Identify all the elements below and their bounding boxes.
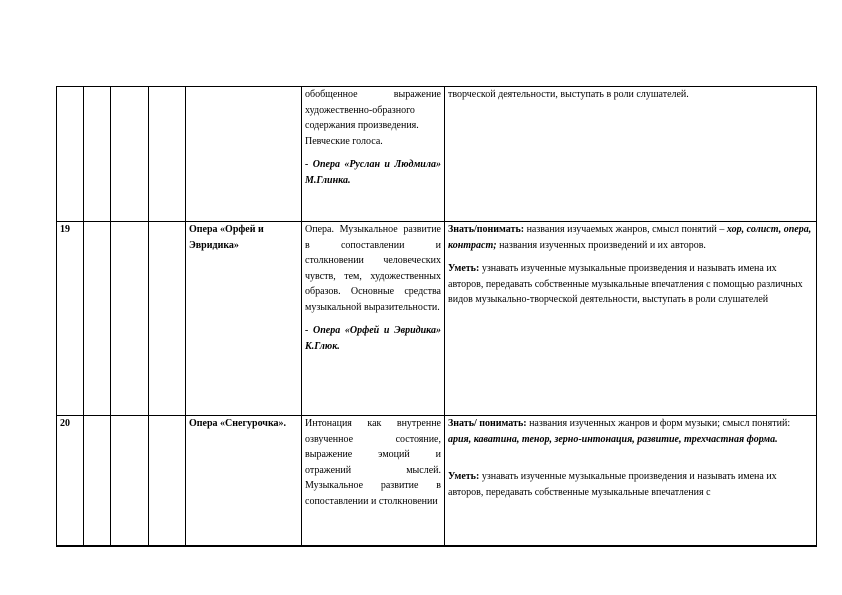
know-label: Знать/ понимать: bbox=[448, 418, 527, 429]
empty-cell bbox=[149, 222, 186, 416]
know-terms: хор, солист, опера, контраст; bbox=[448, 224, 812, 251]
know-terms: ария, каватина, тенор, зерно-интонация, развитие, трехчастная форма. bbox=[448, 433, 778, 445]
empty-cell bbox=[111, 416, 149, 546]
lesson-content-cell bbox=[302, 222, 445, 416]
can-paragraph: Уметь: узнавать изученные музыкальные произведения и называть имена их авторов, передавать собственные музыкальные впечатления с bbox=[448, 471, 777, 498]
empty-cell bbox=[84, 87, 111, 222]
table-row bbox=[57, 222, 817, 416]
can-paragraph: Уметь: узнавать изученные музыкальные произведения и называть имена их авторов, передавать собственные музыкальные впечатления с помощью различных видов музыкально-творческой деятельности, выступать в роли слушателей bbox=[448, 263, 803, 305]
can-label: Уметь: bbox=[448, 471, 480, 482]
lesson-number-cell: 20 bbox=[57, 416, 84, 546]
content-voices: Певческие голоса. bbox=[305, 135, 383, 147]
lesson-topic-cell bbox=[186, 87, 302, 222]
lesson-number-cell bbox=[57, 87, 84, 222]
empty-cell bbox=[84, 222, 111, 416]
requirements-cell bbox=[445, 416, 817, 546]
requirements-cell bbox=[445, 87, 817, 222]
empty-cell bbox=[149, 416, 186, 546]
table-row bbox=[57, 416, 817, 546]
lesson-number-cell: 19 bbox=[57, 222, 84, 416]
lesson-topic-cell: Опера «Орфей и Эвридика» bbox=[186, 222, 302, 416]
lesson-content-cell bbox=[302, 87, 445, 222]
requirements-text: творческой деятельности, выступать в роли слушателей. bbox=[448, 89, 689, 100]
know-paragraph: Знать/понимать: названия изучаемых жанров, смысл понятий – хор, солист, опера, контраст; названия изученных произведений и их авторов. bbox=[448, 224, 812, 251]
empty-cell bbox=[84, 416, 111, 546]
content-text: Интонация как внутренне озвученное состояние, выражение эмоций и отражений мыслей. Музыкальное развитие в сопоставлении и столкновении bbox=[305, 418, 441, 507]
content-text: обобщенное выражение художественно-образного содержания произведения. bbox=[305, 89, 441, 131]
empty-cell bbox=[111, 222, 149, 416]
empty-cell bbox=[111, 87, 149, 222]
requirements-cell bbox=[445, 222, 817, 416]
content-example: - Опера «Руслан и Людмила» М.Глинка. bbox=[305, 159, 441, 186]
empty-cell bbox=[149, 87, 186, 222]
know-label: Знать/понимать: bbox=[448, 224, 525, 235]
lesson-plan-table bbox=[56, 86, 817, 547]
lesson-topic-cell: Опера «Снегурочка». bbox=[186, 416, 302, 546]
lesson-content-cell bbox=[302, 416, 445, 546]
can-label: Уметь: bbox=[448, 263, 480, 274]
know-paragraph: Знать/ понимать: названия изученных жанров и форм музыки; смысл понятий: ария, каватина, тенор, зерно-интонация, развитие, трехчастная форма. bbox=[448, 418, 791, 445]
content-text: Опера. Музыкальное развитие в сопоставлении и столкновении человеческих чувств, тем, художественных образов. Основные средства музыкальной выразительности. bbox=[305, 224, 441, 313]
content-example: - Опера «Орфей и Эвридика» К.Глюк. bbox=[305, 325, 441, 352]
table-row bbox=[57, 87, 817, 222]
